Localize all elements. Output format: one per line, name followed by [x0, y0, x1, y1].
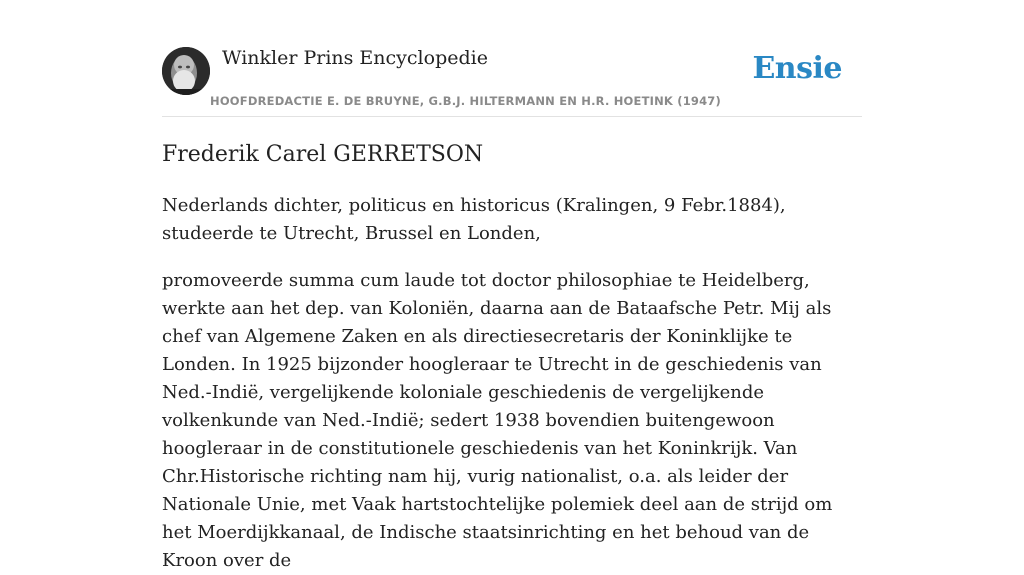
source-credit: HOOFDREDACTIE E. DE BRUYNE, G.B.J. HILTERMANN EN H.R. HOETINK (1947) [210, 94, 721, 108]
source-header [162, 0, 862, 117]
brand-logo[interactable]: Ensie [752, 51, 842, 86]
article-paragraph: promoveerde summa cum laude tot doctor philosophiae te Heidelberg, werkte aan het dep. van Koloniën, daarna aan de Bataafsche Petr. Mij als chef van Algemene Zaken en als directiesecretaris der Koninklijke te Londen. In 1925 bijzonder hoogleraar te Utrecht in de geschiedenis van Ned.-Indië, vergelijkende koloniale geschiedenis de vergelijkende volkenkunde van Ned.-Indië; sedert 1938 bovendien buitengewoon hoogleraar in de constitutionele geschiedenis van het Koninkrijk. Van Chr.Historische richting nam hij, vurig nationalist, o.a. als leider der Nationale Unie, met Vaak hartstochtelijke polemiek deel aan de strijd om het Moerdijkkanaal, de Indische staatsinrichting en het behoud van de Kroon over de [162, 270, 833, 571]
article-title: Frederik Carel GERRETSON [162, 142, 484, 167]
source-avatar[interactable] [162, 47, 210, 95]
article-page [162, 0, 862, 571]
portrait-icon [162, 47, 210, 95]
source-title[interactable]: Winkler Prins Encyclopedie [222, 47, 488, 69]
article-paragraph: Nederlands dichter, politicus en historicus (Kralingen, 9 Febr.1884), studeerde te Utrecht, Brussel en Londen, [162, 195, 786, 244]
